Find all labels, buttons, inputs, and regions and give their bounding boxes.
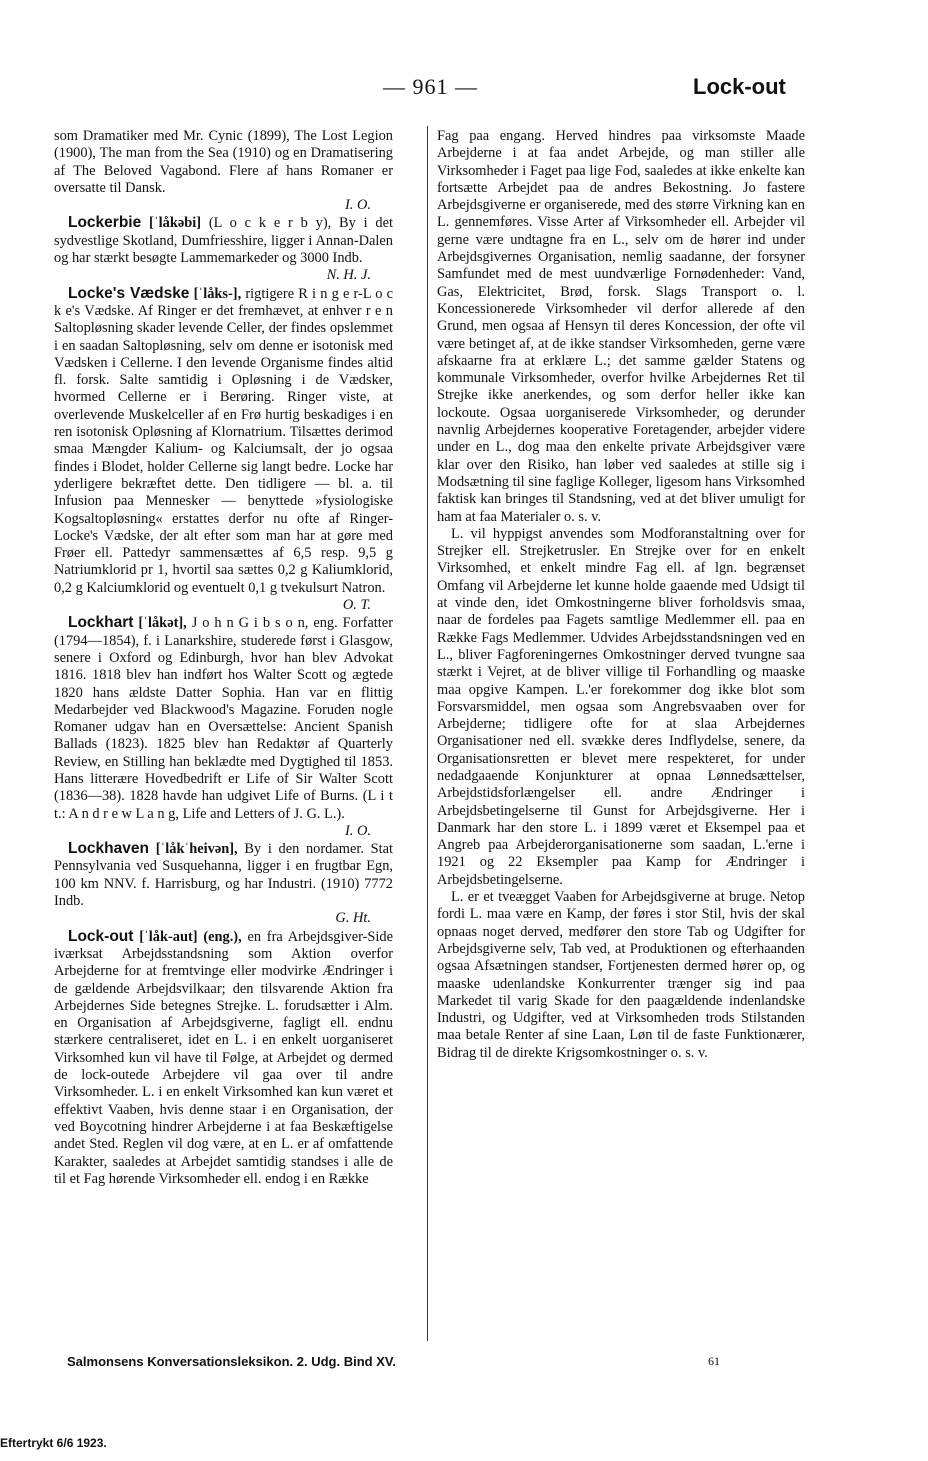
paragraph: L. vil hyppigst anvendes som Modforanstaltning over for Strejker ell. Strejketrusler. En Strejke over for en enkelt Virksomhed, et enkelt mindre Fag ell. af lgn. begrænset Omfang vil Arbejderne let kunne holde gaaende med Udsigt til at vinde den, idet Omkostningerne bliver forholdsvis smaa, naar de fordeles paa Fagets samtlige Medlemmer ell. paa en Række Fags Medlemmer. Udvides Arbejdsstandsningen ved en L., bliver Fagforeningernes Omkostninger derved tvungne saa stærkt i Vejret, at de bliver villige til Forhandling og maaske maa opgive Kampen. L.'er forekommer dog ikke blot som Forsvarsmiddel, men ogsaa som Angrebsvaaben over for Arbejderne; tidligere ofte for at slaa Arbejdernes Organisationer ned ell. svække deres Indflydelse, senere, da Organisationsretten er blevet mere respekteret, for under nedadgaaende Konjunkturer at opnaa Lønnedsættelser, Arbejdstidsforlængelser ell. andre Ændringer i Arbejdsbetingelserne til Gunst for Arbejdsgiverne. Her i Danmark har den store L. i 1899 været et Eksempel paa et Angreb paa Arbejderorganisationerne som saadan, L.'erne i 1921 og 22 Eksempler paa Kamp for Ændringer i Arbejdsbetingelserne. xyxy=(437,525,805,888)
pronunciation: [ˈlåkət], xyxy=(138,615,187,632)
entry-body: (L o c k e r b y), By i det sydvestlige Skotland, Dumfriesshire, ligger i Annan-Dalen og har stærkt besøgte Lammemarkeder og 3000 Indb. xyxy=(54,215,393,267)
entry-body: rigtigere R i n g e r-L o c k e's Vædske. Af Ringer er det fremhævet, at enhver r e n Saltopløsning skader levende Celler, der findes opslemmet i en saadan Saltopløsning, selv om denne er isotonisk med Vædsken i Cellerne. I den levende Organisme findes altid fl. forsk. Salte samtidig i Opløsning i de Vædsker, hvormed Cellerne er i Berøring. Ringer viste, at overlevende Muskelceller af en Frø hurtig beskadiges i en ren isotonisk Opløsning af Klornatrium. Tilsættes derimod smaa Mængder Kalium- og Kalciumsalt, der jo ogsaa findes i Blodet, holder Cellerne sig langt bedre. Locke har yderligere bekræftet dette. Den tidligere — bl. a. til Infusion paa Mennesker — benyttede »fysiologiske Kogsaltopløsning« erstattes derfor nu ofte af Ringer-Locke's Vædske, der alt efter som man har at gøre med Frøer ell. Pattedyr sammensættes af 6,5 resp. 9,5 g Natriumklorid pr 1, hvortil saa sættes 0,2 g Kaliumklorid, 0,2 g Kalciumklorid og eventuelt 0,1 g tvekulsurt Natron. xyxy=(54,285,393,596)
pronunciation: [ˈlåk-aut] xyxy=(139,928,198,945)
headword: Lockhart xyxy=(68,614,134,632)
headword: Lockerbie xyxy=(68,214,142,232)
right-column xyxy=(437,128,805,1062)
entry-body: J o h n G i b s o n, eng. Forfatter (1794—1854), f. i Lanarkshire, studerede først i Glasgow, senere i Oxford og Edinburgh, hvor han blev Advokat 1816. 1818 blev han indført hos Walter Scott og ægtede 1820 hans ældste Datter Sophia. Han var en flittig Medarbejder ved Blackwood's Magazine. Foruden nogle Romaner udgav han en Oversættelse: Ancient Spanish Ballads (1823). 1825 blev han Redaktør af Quarterly Review, en Stilling han beklædte med Dygtighed til 1853. Hans litterære Hovedbedrift er Life of Sir Walter Scott (1836—38). 1828 havde han udgivet Life of Burns. (L i t t.: A n d r e w L a n g, Life and Letters of J. G. L.). xyxy=(54,615,393,822)
headword: Lock-out xyxy=(68,927,134,945)
entry-body: By i den nordamer. Stat Pennsylvania ved Susquehanna, ligger i en frugtbar Egn, 100 km NNV. f. Harrisburg, og har Industri. (1910) 7772 Indb. xyxy=(54,841,393,910)
intro-paragraph: som Dramatiker med Mr. Cynic (1899), The Lost Legion (1900), The man from the Sea (1910) og en Dramatisering af The Beloved Vagabond. Flere af hans Romaner er oversatte til Dansk. I. O. xyxy=(54,128,393,214)
signature: G. Ht. xyxy=(335,910,371,927)
column-divider xyxy=(427,126,428,1341)
signature: N. H. J. xyxy=(326,267,371,284)
entry-lockerbie xyxy=(54,214,393,284)
publication-footer: Salmonsens Konversationsleksikon. 2. Udg. Bind XV. xyxy=(67,1354,396,1369)
signature: I. O. xyxy=(345,822,371,839)
paragraph: L. er et tveægget Vaaben for Arbejdsgiverne at bruge. Netop fordi L. maa være en Kamp, der føres i stor Stil, hvis der skal opnaas noget derved, medfører den store Tab og Udgifter for Arbejdsgiverne selv, Tab ved, at Produktionen og efterhaanden ogsaa Afsætningen standser, Fortjenesten dermed hører op, og maaske udenlandske Konkurrenter trænger sig ind paa Markedet til varig Skade for den paagældende indenlandske Industri, og Udgifter, ved at Virksomheden trods Stilstanden maa betale Renter af sine Laan, Løn til de faste Funktionærer, Bidrag til de direkte Krigsomkostninger o. s. v. xyxy=(437,889,805,1061)
page-number: — 961 — xyxy=(383,74,478,99)
entry-body: en fra Arbejdsgiver-Side iværksat Arbejdsstandsning som Aktion overfor Arbejderne for at fremtvinge eller modvirke Ændringer i de gældende Arbejdsvilkaar; den tilsvarende Aktion fra Arbejdernes Side betegnes Strejke. L. forudsætter i Alm. en Organisation af Arbejdsgiverne, fagligt ell. endnu stærkere centraliseret, idet en L. i en enkelt uorganiseret Virksomhed kun vil have til Følge, at Arbejdet og dermed de lock-outede Arbejdere vil gaa over til andre Virksomheder. L. i en enkelt Virksomhed kan kun været et effektivt Vaaben, hvis denne staar i en Organisation, der ved Boycotning hindrer Arbejderne i at faa Beskæftigelse andet Sted. Reglen vil dog være, at en L. er af omfattende Karakter, saaledes at Arbejdet samtidig standses i alle de til et Fag hørende Virksomheder ell. endog i en Række xyxy=(54,928,393,1187)
entry-lock-out xyxy=(54,928,393,1188)
left-column xyxy=(54,128,393,1188)
running-head: Lock-out xyxy=(693,74,786,99)
entry-lockhaven xyxy=(54,840,393,927)
language-tag: (eng.), xyxy=(203,928,242,945)
signature-mark: 61 xyxy=(708,1354,720,1368)
entry-lockes-vaedske xyxy=(54,285,393,615)
paragraph: Fag paa engang. Herved hindres paa virksomste Maade Arbejderne i at faa andet Arbejde, og man stiller alle Virksomheder i Faget paa lige Fod, saaledes at ikke enkelte kan fortsætte Arbejdet paa de andres Bekostning. Jo fastere Arbejdsgiverne er organiserede, med des større Virkning kan en L. gennemføres. Visse Arter af Virksomheder ell. Arbejder vil gerne være undtagne fra en L., selv om de hører ind under Arbejdsgivernes Organisation, nemlig saadanne, der forsyner Samfundet med de mest uundværlige Fornødenheder: Vand, Gas, Elektricitet, Brød, forsk. Slags Transport o. l. Koncessionerede Virksomheder vil derfor allerede af den Grund, men ogsaa af Hensyn til deres Koncession, der ofte vil være betinget af, at de ikke standser Virksomheden, gerne være afskaarne fra at erklære L.; det samme gælder Statens og kommunale Virksomheder, overfor hvilke Arbejdernes Ret til Strejke ikke anerkendes, og som derfor heller ikke kan lockoute. Ogsaa uorganiserede Virksomheder, og derunder navnlig Arbejdernes kooperative Foretagender, arbejder videre under en L., dog maa den enkelte private Arbejdsgiver være klar over den Risiko, han løber ved saaledes at stille sig i Modsætning til sine faglige Kolleger, ligesom hans Virksomhed faktisk kan bringes til Standsning, ved at det bliver umuligt for ham at faa Materialer o. s. v. xyxy=(437,128,805,525)
pronunciation: [ˈlåks-], xyxy=(193,285,242,302)
signature: I. O. xyxy=(345,197,371,214)
reprint-note: Eftertrykt 6/6 1923. xyxy=(0,1436,107,1450)
pronunciation: [ˈlåkˈheivən], xyxy=(155,841,238,858)
entry-lockhart xyxy=(54,614,393,840)
headword: Lockhaven xyxy=(68,840,149,858)
page-header xyxy=(0,74,928,104)
signature: O. T. xyxy=(342,597,371,614)
pronunciation: [ˈlåkəbi] xyxy=(149,215,202,232)
headword: Locke's Vædske xyxy=(68,284,190,302)
